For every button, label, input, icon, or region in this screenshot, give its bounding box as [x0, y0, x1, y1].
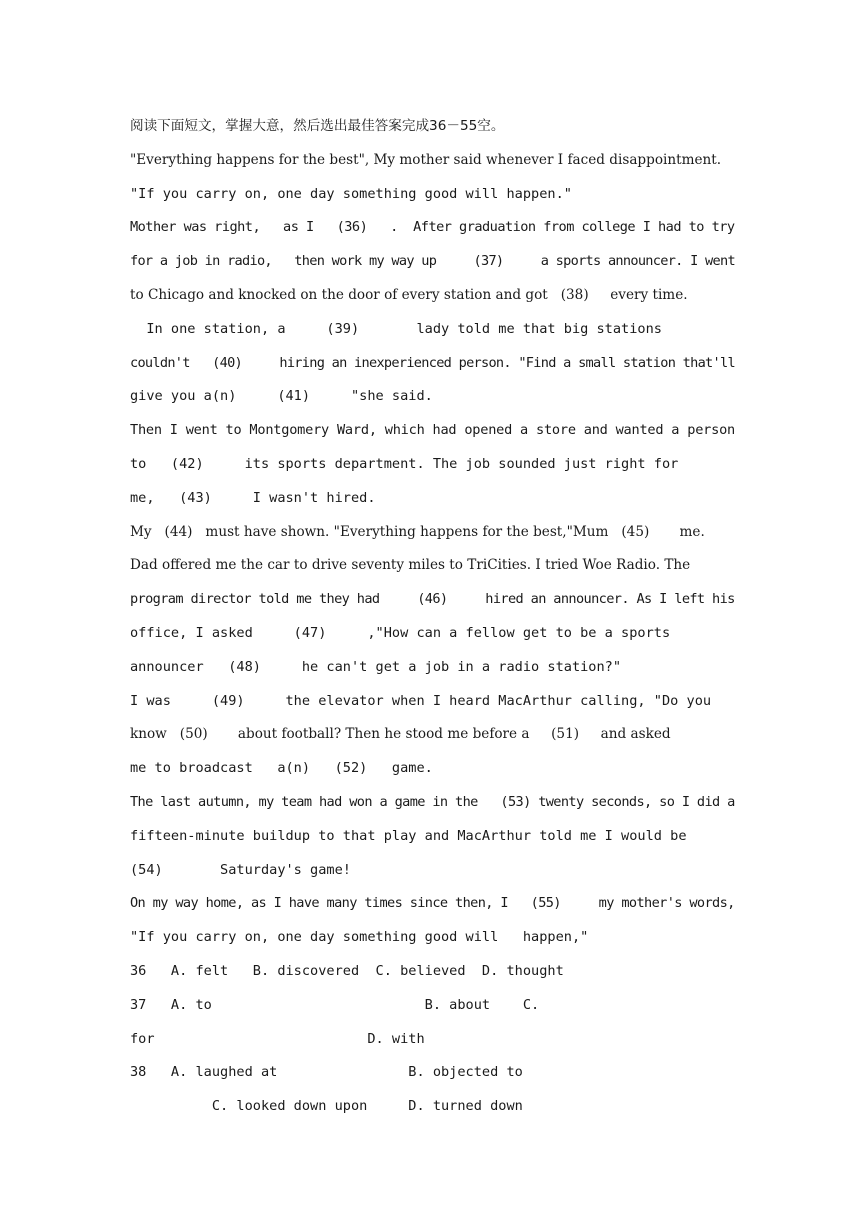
question-line: 36 A. felt B. discovered C. believed D. thought	[130, 962, 564, 979]
passage-line: Then I went to Montgomery Ward, which had opened a store and wanted a person	[130, 422, 735, 439]
passage-line: My (44) must have shown. "Everything happens for the best,"Mum (45) me.	[130, 523, 705, 540]
passage-line: office, I asked (47) ,"How can a fellow get to be a sports	[130, 624, 671, 641]
question-line: 38 A. laughed at B. objected to	[130, 1064, 523, 1081]
passage-line: "If you carry on, one day something good will happen."	[130, 185, 572, 202]
passage-line: "If you carry on, one day something good will happen,"	[130, 929, 589, 946]
passage-line: Dad offered me the car to drive seventy miles to TriCities. I tried Woe Radio. The	[130, 557, 691, 574]
instruction-text: 阅读下面短文，掌握大意，然后选出最佳答案完成36－55空。	[130, 118, 505, 134]
passage-line: me, (43) I wasn't hired.	[130, 489, 376, 506]
passage-line: On my way home, as I have many times since then, I (55) my mother's words,	[130, 895, 735, 912]
passage-line: program director told me they had (46) hired an announcer. As I left his	[130, 591, 735, 608]
passage-line: "Everything happens for the best", My mother said whenever I faced disappointment.	[130, 151, 722, 168]
passage-line: give you a(n) (41) "she said.	[130, 388, 433, 405]
passage-line: to (42) its sports department. The job sounded just right for	[130, 455, 679, 472]
question-line: C. looked down upon D. turned down	[130, 1098, 523, 1115]
passage-line: announcer (48) he can't get a job in a radio station?"	[130, 658, 622, 675]
question-line: for D. with	[130, 1030, 425, 1047]
passage-line: couldn't (40) hiring an inexperienced person. "Find a small station that'll	[130, 354, 735, 371]
passage-line: me to broadcast a(n) (52) game.	[130, 760, 433, 777]
passage-line: Mother was right, as I (36) . After graduation from college I had to try	[130, 219, 735, 236]
passage-line: (54) Saturday's game!	[130, 861, 351, 878]
passage-line: The last autumn, my team had won a game in the (53) twenty seconds, so I did a	[130, 793, 735, 810]
document-page	[130, 110, 735, 1124]
passage-line: In one station, a (39) lady told me that big stations	[130, 320, 662, 337]
passage-line: for a job in radio, then work my way up (37) a sports announcer. I went	[130, 253, 735, 270]
passage-line: know (50) about football? Then he stood me before a (51) and asked	[130, 726, 671, 743]
passage-line: to Chicago and knocked on the door of every station and got (38) every time.	[130, 286, 688, 303]
passage-line: fifteen-minute buildup to that play and MacArthur told me I would be	[130, 827, 687, 844]
passage-line: I was (49) the elevator when I heard MacArthur calling, "Do you	[130, 692, 712, 709]
question-line: 37 A. to B. about C.	[130, 996, 540, 1013]
